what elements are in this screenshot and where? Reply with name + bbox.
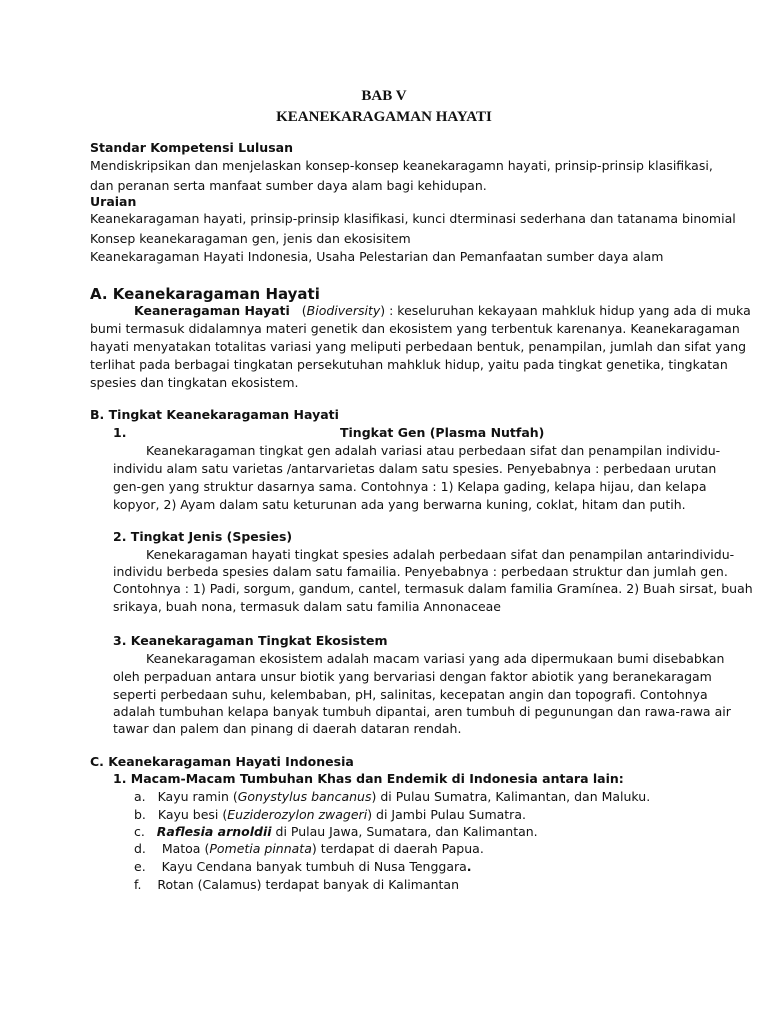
section-b3-line: Keanekaragaman ekosistem adalah macam variasi yang ada dipermukaan bumi disebabkan: [146, 651, 725, 666]
section-a-line: hayati menyatakan totalitas variasi yang meliputi perbedaan bentuk, penampilan, jumlah dan sifat yang: [90, 339, 747, 354]
section-b2-line: individu berbeda spesies dalam satu famailia. Penyebabnya : perbedaan struktur dan jumlah gen.: [113, 564, 728, 579]
section-b1-line: kopyor, 2) Ayam dalam satu keturunan ada yang berwarna kuning, coklat, hitam dan putih.: [113, 497, 686, 512]
section-a-first-line: Keaneragaman Hayati (Biodiversity) : keseluruhan kekayaan mahkluk hidup yang ada di muka: [134, 303, 751, 318]
section-b1-line: gen-gen yang struktur dasarnya sama. Contohnya : 1) Kelapa gading, kelapa hijau, dan kelapa: [113, 479, 707, 494]
uraian-item: Keanekaragaman hayati, prinsip-prinsip klasifikasi, kunci dterminasi sederhana dan tatanama binomial: [90, 211, 736, 226]
list-item: f. Rotan (Calamus) terdapat banyak di Kalimantan: [134, 877, 460, 892]
section-b3-line: oleh perpaduan antara unsur biotik yang bervariasi dengan faktor abiotik yang beranekaragam: [113, 669, 712, 684]
list-item: e. Kayu Cendana banyak tumbuh di Nusa Tenggara.: [134, 859, 472, 874]
section-b2-line: srikaya, buah nona, termasuk dalam satu familia Annonaceae: [113, 599, 501, 614]
section-a-line: terlihat pada berbagai tingkatan persekutuhan mahkluk hidup, yaitu pada tingkat genetika, tingkatan: [90, 357, 728, 372]
section-b3-title: 3. Keanekaragaman Tingkat Ekosistem: [113, 633, 388, 648]
section-a-line: bumi termasuk didalamnya materi genetik dan ekosistem yang terbentuk karenanya. Keanekaragaman: [90, 321, 740, 336]
list-item: b. Kayu besi (Euziderozylon zwageri) di Jambi Pulau Sumatra.: [134, 807, 526, 822]
section-b3-line: tawar dan palem dan pinang di daerah dataran rendah.: [113, 721, 462, 736]
list-item: a. Kayu ramin (Gonystylus bancanus) di Pulau Sumatra, Kalimantan, dan Maluku.: [134, 789, 651, 804]
term-keaneragaman: Keaneragaman Hayati: [134, 303, 290, 318]
section-a-heading: A. Keanekaragaman Hayati: [90, 285, 320, 303]
term-biodiversity: Biodiversity: [306, 303, 381, 318]
section-b3-line: adalah tumbuhan kelapa banyak tumbuh dipantai, aren tumbuh di pegunungan dan rawa-rawa air: [113, 704, 731, 719]
section-b1-line: Keanekaragaman tingkat gen adalah variasi atau perbedaan sifat dan penampilan individu-: [146, 443, 721, 458]
section-b2-line: Contohnya : 1) Padi, sorgum, gandum, cantel, termasuk dalam familia Gramínea. 2) Buah sirsat, buah: [113, 581, 753, 596]
chapter-label: BAB V: [361, 88, 407, 104]
section-a-line: spesies dan tingkatan ekosistem.: [90, 375, 299, 390]
section-b1-title: Tingkat Gen (Plasma Nutfah): [340, 425, 545, 440]
chapter-title: KEANEKARAGAMAN HAYATI: [276, 109, 492, 125]
list-item: d. Matoa (Pometia pinnata) terdapat di daerah Papua.: [134, 841, 484, 856]
uraian-heading: Uraian: [90, 194, 137, 209]
section-b1-line: individu alam satu varietas /antarvarietas dalam satu spesies. Penyebabnya : perbedaan urutan: [113, 461, 717, 476]
section-c1-title: 1. Macam-Macam Tumbuhan Khas dan Endemik di Indonesia antara lain:: [113, 771, 624, 786]
uraian-item: Konsep keanekaragaman gen, jenis dan ekosisitem: [90, 231, 411, 246]
section-b2-line: Kenekaragaman hayati tingkat spesies adalah perbedaan sifat dan penampilan antarindividu-: [146, 547, 735, 562]
section-b3-line: seperti perbedaan suhu, kelembaban, pH, salinitas, kecepatan angin dan topografi. Contohnya: [113, 687, 708, 702]
standar-line-1: Mendiskripsikan dan menjelaskan konsep-konsep keanekaragamn hayati, prinsip-prinsip klasifikasi,: [90, 158, 713, 173]
standar-line-2: dan peranan serta manfaat sumber daya alam bagi kehidupan.: [90, 178, 487, 193]
uraian-item: Keanekaragaman Hayati Indonesia, Usaha Pelestarian dan Pemanfaatan sumber daya alam: [90, 249, 664, 264]
list-item: c. Raflesia arnoldii di Pulau Jawa, Sumatara, dan Kalimantan.: [134, 824, 538, 839]
standar-heading: Standar Kompetensi Lulusan: [90, 140, 293, 155]
section-b1-number: 1.: [113, 425, 127, 440]
section-b-heading: B. Tingkat Keanekaragaman Hayati: [90, 407, 339, 422]
section-c-heading: C. Keanekaragaman Hayati Indonesia: [90, 754, 354, 769]
section-b2-title: 2. Tingkat Jenis (Spesies): [113, 529, 293, 544]
